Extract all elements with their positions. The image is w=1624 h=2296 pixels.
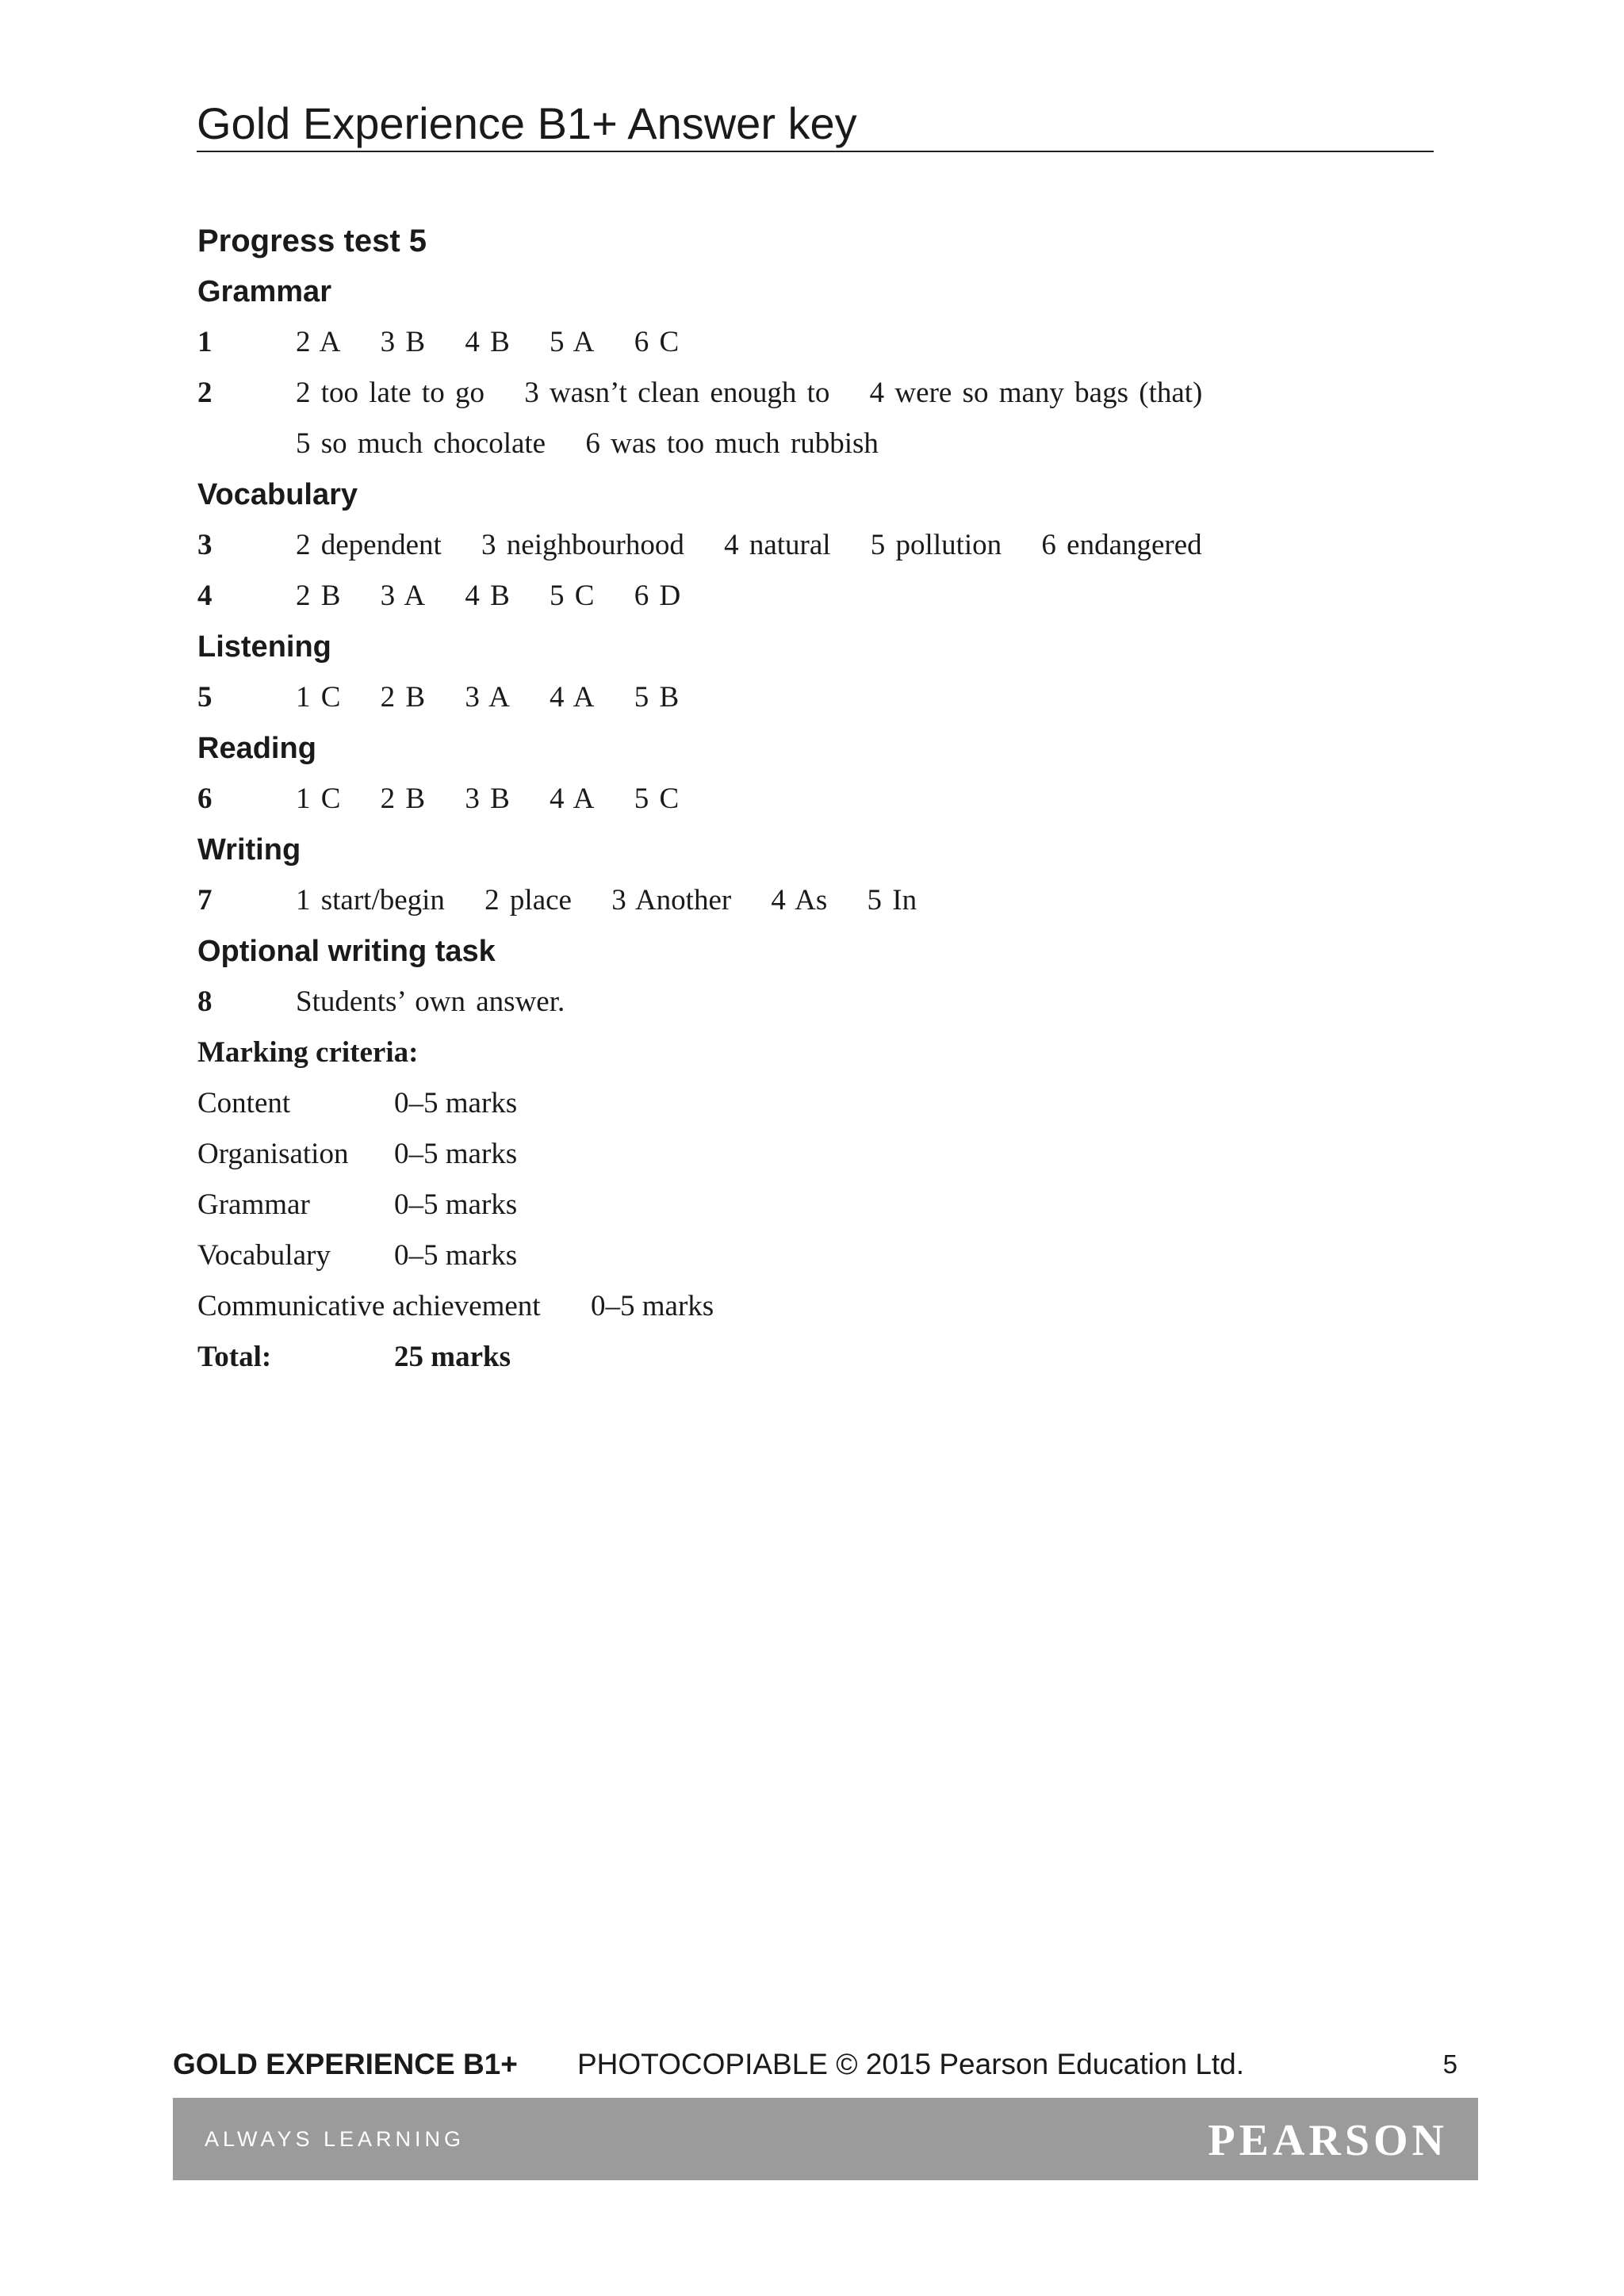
answer-number: 1 [197,326,213,358]
criteria-marks: 0–5 marks [394,1188,518,1221]
brand-tagline: ALWAYS LEARNING [205,2127,465,2151]
answer-row [197,977,1434,1027]
test-title: Progress test 5 [197,224,427,258]
criteria-row-organisation [197,1129,1434,1180]
criteria-label: Vocabulary [197,1239,331,1272]
brand-bar [173,2098,1478,2180]
footer-copyright: PHOTOCOPIABLE © 2015 Pearson Education Ltd. [577,2048,1245,2080]
answer-text: Students’ own answer. [296,985,565,1018]
criteria-row-total [197,1332,1434,1383]
answer-row [197,520,1434,571]
page-header [197,94,1434,152]
answer-number: 2 [197,377,213,409]
criteria-label: Organisation [197,1138,349,1170]
answer-text: 1 start/begin 2 place 3 Another 4 As 5 In [296,884,917,916]
total-label: Total: [197,1341,272,1373]
page-footer [173,2036,1457,2093]
answer-text: 1 C 2 B 3 A 4 A 5 B [296,681,680,714]
answer-number: 3 [197,529,213,561]
page-number: 5 [1442,2049,1457,2079]
answer-text: 2 A 3 B 4 B 5 A 6 C [296,326,680,358]
section-title-reading: Reading [197,732,316,765]
answer-row [197,875,1434,926]
criteria-row-content [197,1078,1434,1129]
marking-criteria-title: Marking criteria: [197,1036,419,1069]
section-title-listening: Listening [197,630,331,664]
answer-number: 4 [197,580,213,612]
criteria-row-vocabulary [197,1230,1434,1281]
answer-row [197,368,1434,419]
criteria-marks: 0–5 marks [591,1290,714,1322]
answer-row-continuation [197,419,1434,469]
section-title-grammar: Grammar [197,275,331,308]
criteria-label: Communicative achievement [197,1290,541,1322]
page-title: Gold Experience B1+ Answer key [197,98,857,148]
footer-brand: GOLD EXPERIENCE B1+ [173,2048,518,2080]
answer-number: 6 [197,783,213,815]
answer-row [197,774,1434,825]
criteria-marks: 0–5 marks [394,1087,518,1119]
answer-text: 1 C 2 B 3 B 4 A 5 C [296,783,680,815]
criteria-label: Content [197,1087,291,1119]
section-title-writing: Writing [197,833,301,867]
answer-text: 2 dependent 3 neighbourhood 4 natural 5 pollution 6 endangered [296,529,1202,561]
section-title-optional-writing: Optional writing task [197,935,496,968]
answer-number: 5 [197,681,213,714]
pearson-logo: PEARSON [1208,2116,1448,2165]
answer-number: 8 [197,985,213,1018]
total-marks: 25 marks [394,1341,511,1373]
criteria-row-communicative-achievement [197,1281,1434,1332]
answer-text: 5 so much chocolate 6 was too much rubbish [296,427,879,460]
answer-number: 7 [197,884,213,916]
criteria-marks: 0–5 marks [394,1239,518,1272]
answer-row [197,672,1434,723]
answer-row [197,571,1434,622]
answer-text: 2 B 3 A 4 B 5 C 6 D [296,580,681,612]
criteria-label: Grammar [197,1188,310,1221]
criteria-row-grammar [197,1180,1434,1230]
answer-text: 2 too late to go 3 wasn’t clean enough to 4 were so many bags (that) [296,377,1203,409]
answer-row [197,317,1434,368]
answer-key-content [197,216,1434,1383]
section-title-vocabulary: Vocabulary [197,478,358,511]
criteria-marks: 0–5 marks [394,1138,518,1170]
